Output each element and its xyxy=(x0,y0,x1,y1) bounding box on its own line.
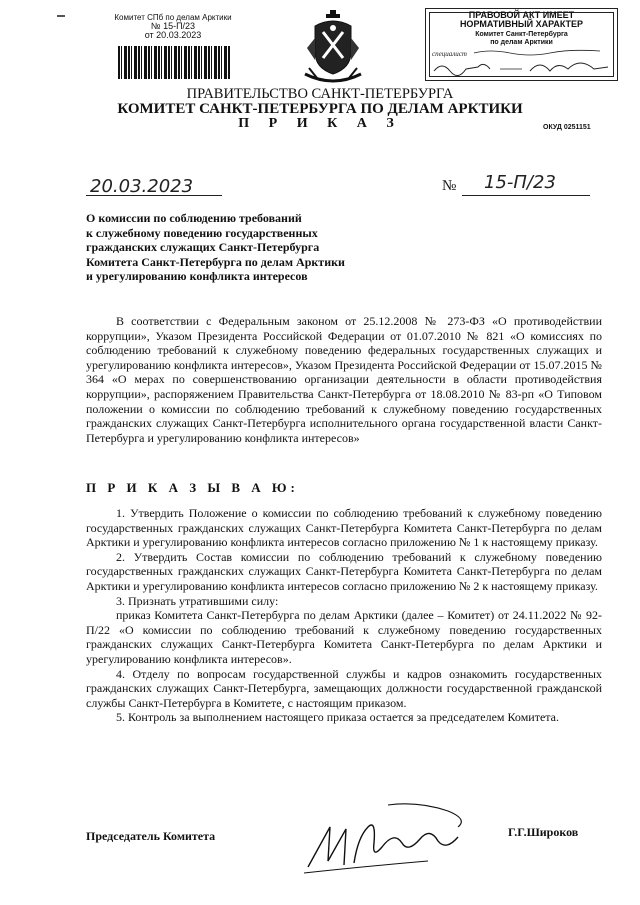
registration-stamp-date: от 20.03.2023 xyxy=(144,30,202,40)
government-title: ПРАВИТЕЛЬСТВО САНКТ-ПЕТЕРБУРГА xyxy=(186,86,454,102)
order-item: 2. Утвердить Состав комиссии по соблюдению требований к служебному поведению государственных гражданских служащих Санкт-Петербурга Комитета Санкт-Петербурга по делам Арктики и урегулированию конфликта интересов согласно приложению № 2 к настоящему приказу. xyxy=(86,549,602,593)
signer-name: Г.Г.Широков xyxy=(508,825,579,839)
subject-line: к служебному поведению государственных xyxy=(86,225,318,240)
number-line xyxy=(462,195,590,196)
coat-of-arms-icon xyxy=(301,8,365,86)
legal-act-stamp xyxy=(425,8,618,81)
registration-stamp-committee: Комитет СПб по делам Арктики xyxy=(114,13,232,22)
signature-icon xyxy=(298,797,478,877)
stamp-committee-line1: Комитет Санкт-Петербурга xyxy=(475,31,568,38)
document-type: П Р И К А З xyxy=(238,116,402,131)
subject-line: О комиссии по соблюдению требований xyxy=(86,211,302,225)
order-item: 5. Контроль за выполнением настоящего приказа остается за председателем Комитета. xyxy=(116,710,559,725)
stamp-title-line2: НОРМАТИВНЫЙ ХАРАКТЕР xyxy=(459,19,584,29)
preamble: В соответствии с Федеральным законом от 25.12.2008 № 273-ФЗ «О противодействии коррупции», Указом Президента Российской Федерации от 01.07.2010 № 821 «О комиссиях по соблюдению требований к служебному поведению федеральных государственных служащих и урегулированию конфликта интересов», Указом Президента Российской Федерации от 15.07.2015 № 364 «О мерах по совершенствованию организации деятельности в области противодействия коррупции», распоряжением Правительства Санкт-Петербурга от 18.08.2010 № 83-рп «О Типовом положении о комиссии по соблюдению требований к служебному поведению государственных гражданских служащих Санкт-Петербурга исполнительного органа государственной власти Санкт-Петербурга и урегулированию конфликта интересов» xyxy=(86,314,602,445)
margin-dash xyxy=(57,15,65,17)
subject-line: Комитета Санкт-Петербурга по делам Арктики xyxy=(86,254,345,269)
order-item: 1. Утвердить Положение о комиссии по соблюдению требований к служебному поведению государственных гражданских служащих Санкт-Петербурга Комитета Санкт-Петербурга по делам Арктики и урегулированию конфликта интересов согласно приложению № 1 к настоящему приказу. xyxy=(86,506,602,550)
order-number: 15-П/23 xyxy=(484,172,556,193)
barcode-icon xyxy=(118,46,230,79)
stamp-title-line1: ПРАВОВОЙ АКТ ИМЕЕТ xyxy=(468,10,575,20)
orders-heading: П Р И К А З Ы В А Ю: xyxy=(86,480,299,495)
stamp-handwriting-icon xyxy=(430,47,612,77)
order-date: 20.03.2023 xyxy=(90,176,194,197)
order-item: 4. Отделу по вопросам государственной службы и кадров ознакомить государственных гражданских служащих Санкт-Петербурга, замещающих должности государственной гражданской службы Санкт-Петербурга в Комитете, с настоящим приказом. xyxy=(86,666,602,710)
number-sign: № xyxy=(442,178,457,194)
subject-line: гражданских служащих Санкт-Петербурга xyxy=(86,240,320,255)
subject-line: и урегулированию конфликта интересов xyxy=(86,269,308,284)
order-subject xyxy=(86,211,386,284)
order-item: 3. Признать утратившими силу: xyxy=(116,593,279,608)
registration-stamp xyxy=(112,13,234,40)
committee-title: КОМИТЕТ САНКТ-ПЕТЕРБУРГА ПО ДЕЛАМ АРКТИКИ xyxy=(117,101,523,117)
stamp-committee-line2: по делам Арктики xyxy=(490,39,553,46)
order-items xyxy=(86,506,602,725)
registration-stamp-number: № 15-П/23 xyxy=(150,21,196,31)
okud-code: ОКУД 0251151 xyxy=(543,124,591,131)
order-item: приказ Комитета Санкт-Петербурга по делам Арктики (далее – Комитет) от 24.11.2022 № 92-П/22 «О комиссии по соблюдению требований к служебному поведению государственных гражданских служащих Санкт-Петербурга Комитета Санкт-Петербурга по делам Арктики и урегулированию конфликта интересов». xyxy=(86,608,602,666)
stamp-specialist-label: специалист xyxy=(432,50,467,58)
signer-title: Председатель Комитета xyxy=(86,829,216,843)
